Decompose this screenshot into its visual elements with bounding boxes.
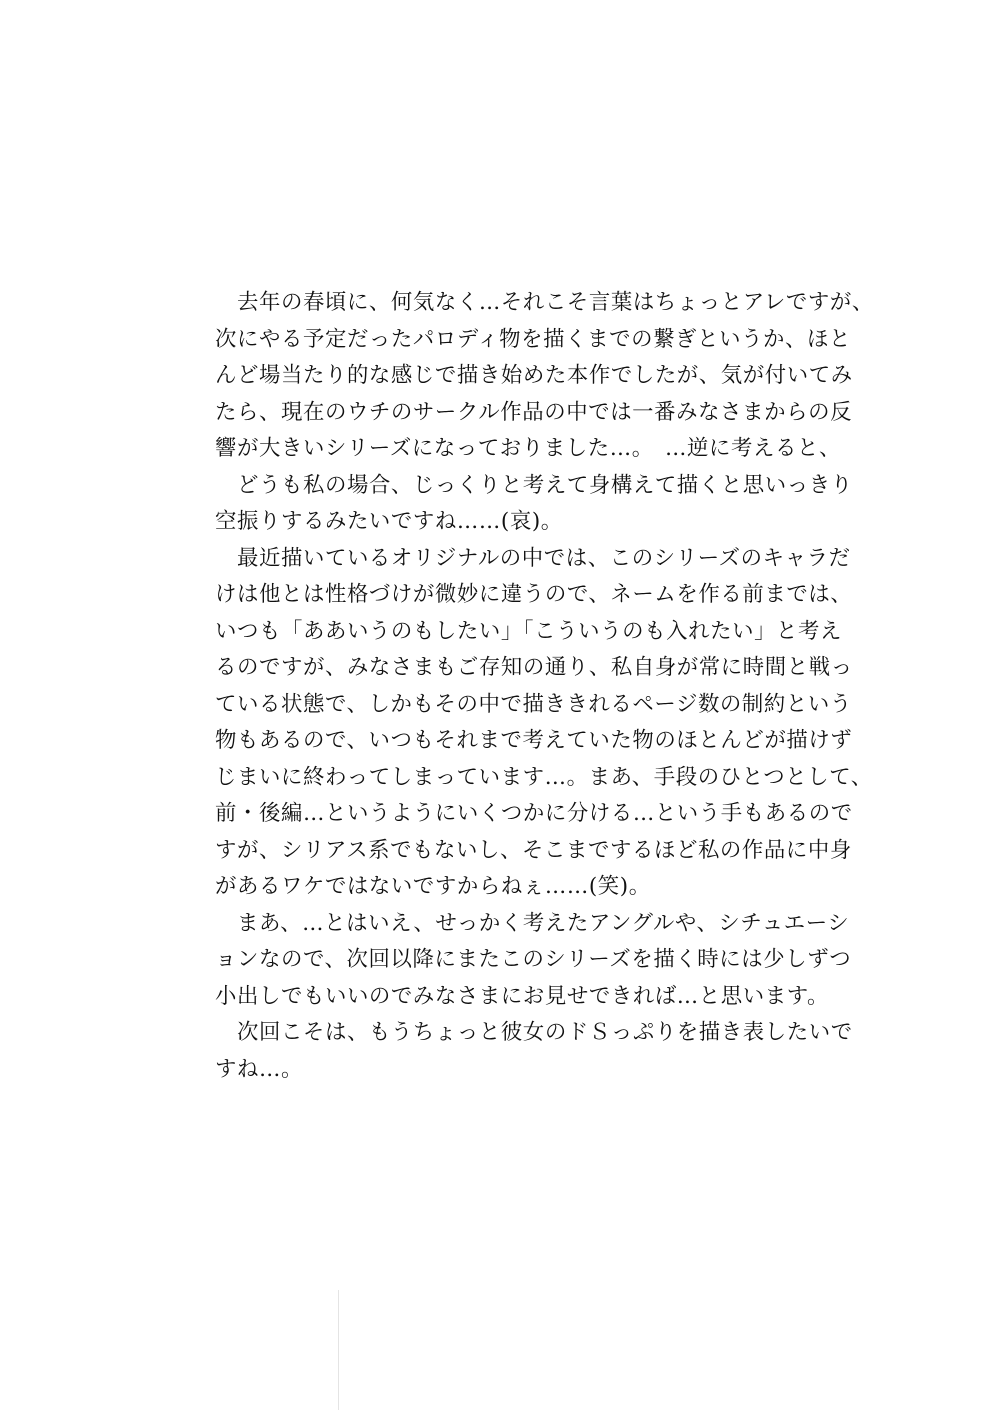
text-line: 去年の春頃に、何気なく…それこそ言葉はちょっとアレですが、: [215, 290, 874, 315]
text-line: すね…。: [215, 1056, 303, 1082]
text-line: まあ、…とはいえ、せっかく考えたアングルや、シチュエーシ: [215, 910, 850, 936]
scan-edge-mark: [338, 1290, 339, 1410]
text-line: すが、シリアス系でもないし、そこまでするほど私の作品に中身: [215, 837, 852, 863]
body-text: [215, 285, 874, 1088]
text-line: があるワケではないですからねぇ……(笑)。: [215, 874, 651, 899]
text-line: 響が大きいシリーズになっておりました…。 …逆に考えると、: [215, 436, 841, 461]
text-line: ョンなので、次回以降にまたこのシリーズを描く時には少しずつ: [215, 947, 852, 972]
text-line: 最近描いているオリジナルの中では、このシリーズのキャラだ: [215, 545, 851, 571]
text-line: 次にやる予定だったパロディ物を描くまでの繋ぎというか、ほと: [215, 326, 852, 352]
text-line: たら、現在のウチのサークル作品の中では一番みなさまからの反: [215, 399, 853, 425]
text-line: けは他とは性格づけが微妙に違うので、ネームを作る前までは、: [215, 582, 853, 607]
text-line: 小出しでもいいのでみなさまにお見せできれば…と思います。: [215, 983, 830, 1009]
text-line: るのですが、みなさまもご存知の通り、私自身が常に時間と戦っ: [215, 655, 853, 680]
text-line: 空振りするみたいですね……(哀)。: [215, 509, 563, 534]
text-line: いつも「ああいうのもしたい」「こういうのも入れたい」と考え: [215, 618, 843, 644]
text-line: んど場当たり的な感じで描き始めた本作でしたが、気が付いてみ: [215, 363, 853, 388]
text-line: 次回こそは、もうちょっと彼女のドＳっぷりを描き表したいで: [215, 1020, 853, 1045]
text-line: どうも私の場合、じっくりと考えて身構えて描くと思いっきり: [215, 472, 853, 498]
text-line: じまいに終わってしまっています…。まあ、手段のひとつとして、: [215, 764, 873, 790]
text-line: 物もあるので、いつもそれまで考えていた物のほとんどが描けず: [215, 728, 853, 753]
text-line: 前・後編…というようにいくつかに分ける…という手もあるので: [215, 801, 853, 826]
text-line: ている状態で、しかもその中で描ききれるページ数の制約という: [215, 691, 852, 717]
